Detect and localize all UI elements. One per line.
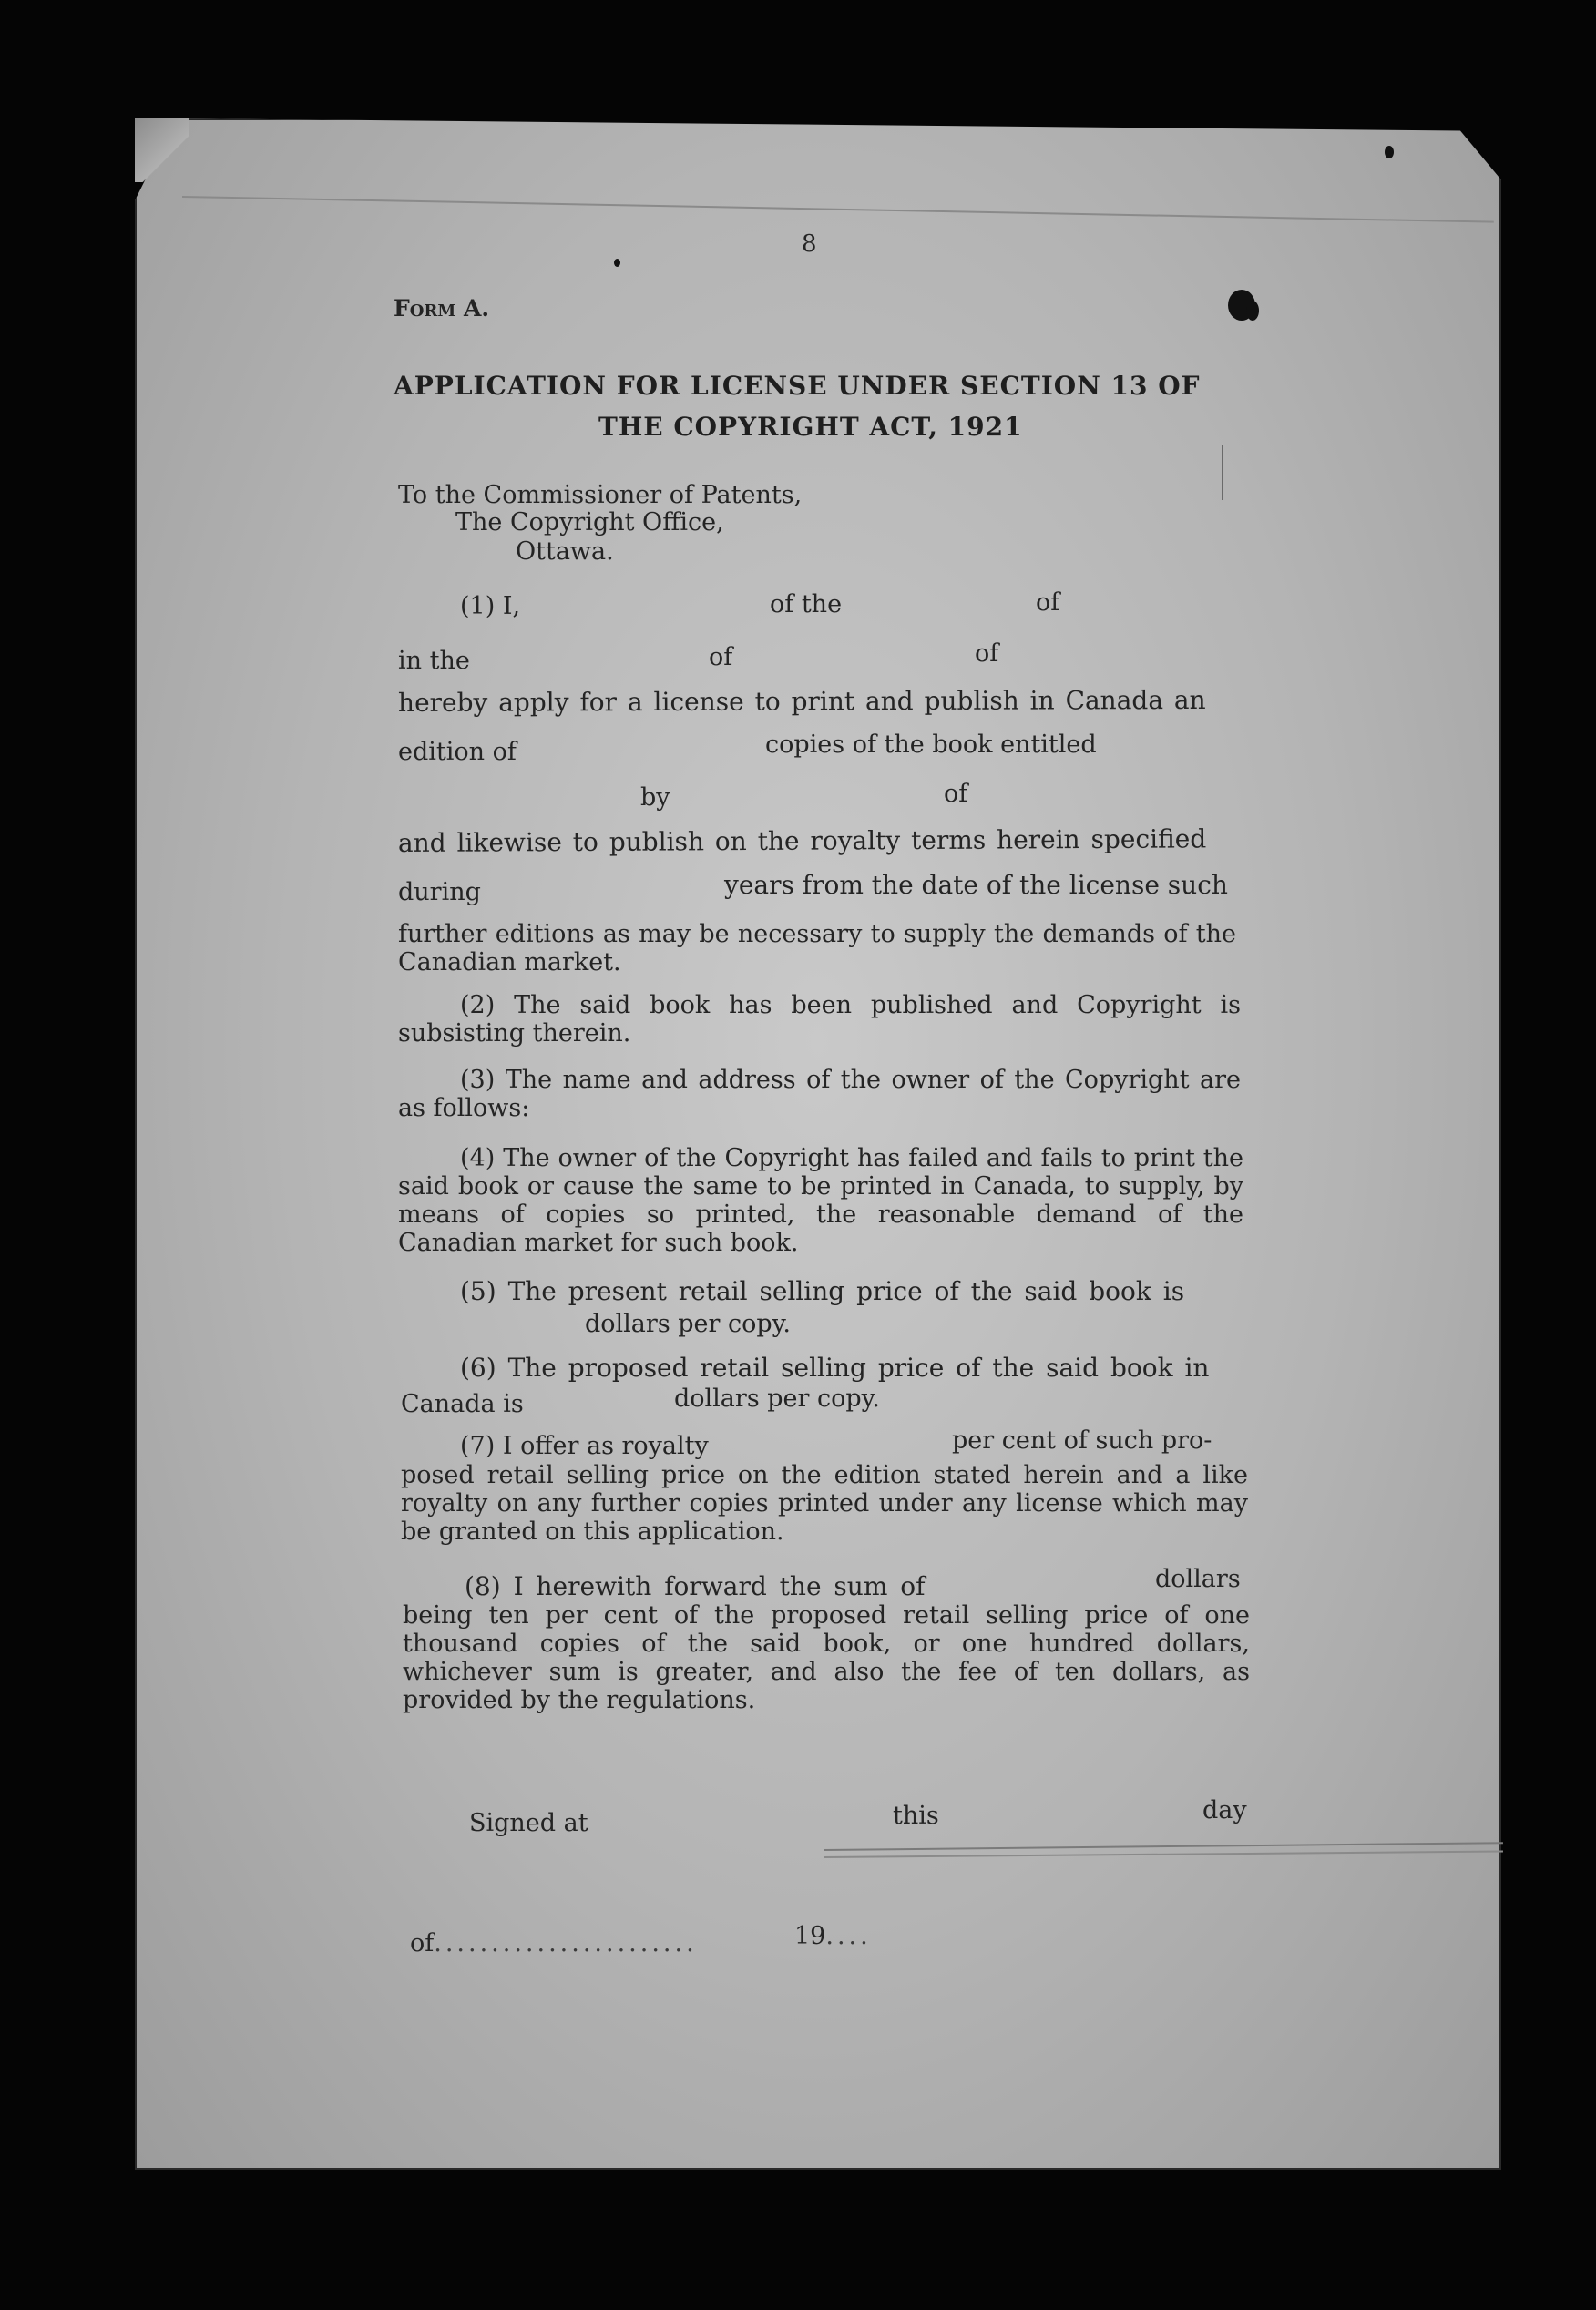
year-label xyxy=(794,1924,872,1948)
of-date-label xyxy=(410,1931,698,1956)
paragraph-7-rest: posed retail selling price on the edition stated herein and a like royalty on any further copies printed under any license which may be granted on this application. xyxy=(401,1461,1248,1546)
p6-canada-is: Canada is xyxy=(401,1390,524,1418)
signed-at-label: Signed at xyxy=(469,1809,588,1837)
address-line-2: The Copyright Office, xyxy=(455,508,724,537)
p7-offer: (7) I offer as royalty xyxy=(460,1432,709,1460)
paragraph-2: (2) The said book has been published and Copyright is subsisting therein. xyxy=(398,991,1241,1048)
years-from: years from the date of the license such xyxy=(724,870,1228,900)
paragraph-4: (4) The owner of the Copyright has failed and fails to print the said book or cause the same to be printed in Canada, to supply, by means of copies so printed, the reasonable demand of the Canadian market for such book. xyxy=(398,1144,1243,1257)
folded-corner xyxy=(135,118,189,182)
p6-line-1: (6) The proposed retail selling price of the said book in xyxy=(460,1353,1210,1383)
in-the-of-1: of xyxy=(709,643,733,671)
likewise-line: and likewise to publish on the royalty terms herein specified xyxy=(397,823,1207,858)
ink-blot xyxy=(1246,301,1259,321)
p1-start: (1) I, xyxy=(460,592,521,620)
p6-dollars: dollars per copy. xyxy=(674,1385,880,1413)
pencil-mark xyxy=(1222,445,1223,500)
further-editions: further editions as may be necessary to supply the demands of the Canadian market. xyxy=(398,920,1236,976)
of-label: of xyxy=(410,1929,435,1957)
edition-of-label: edition of xyxy=(398,738,517,766)
paragraph-8-rest: being ten per cent of the proposed retail selling price of one thousand copies of the said book, or one hundred dollars, whichever sum is greater, and also the fee of ten dollars, as provided by the regulations. xyxy=(403,1601,1250,1714)
by-label: by xyxy=(640,783,670,812)
p8-dollars: dollars xyxy=(1155,1565,1241,1593)
page-number: 8 xyxy=(802,230,817,258)
during-label: during xyxy=(398,878,481,906)
title-line-2: THE COPYRIGHT ACT, 1921 xyxy=(598,412,1023,442)
copies-of-book: copies of the book entitled xyxy=(765,731,1097,759)
by-of-label: of xyxy=(944,780,968,808)
ink-speck xyxy=(1385,146,1394,158)
paragraph-3: (3) The name and address of the owner of the Copyright are as follows: xyxy=(398,1066,1241,1122)
address-line-3: Ottawa. xyxy=(516,537,614,566)
hereby-line: hereby apply for a license to print and publish in Canada an xyxy=(397,684,1206,718)
p5-line-2: dollars per copy. xyxy=(585,1310,791,1338)
p8-forward: (8) I herewith forward the sum of xyxy=(465,1571,926,1601)
form-label: Form A. xyxy=(394,295,490,322)
p7-per-cent: per cent of such pro- xyxy=(952,1426,1212,1455)
date-dotted-line: ....................... xyxy=(434,1929,698,1957)
p1-of: of xyxy=(1036,588,1060,617)
p5-line-1: (5) The present retail selling price of the said book is xyxy=(460,1276,1185,1306)
ink-speck xyxy=(614,259,620,267)
in-the-label: in the xyxy=(398,647,470,675)
year-prefix: 19 xyxy=(794,1922,826,1950)
day-label: day xyxy=(1202,1796,1247,1824)
title-line-1: APPLICATION FOR LICENSE UNDER SECTION 13 OF xyxy=(394,371,1201,401)
p1-of-the: of the xyxy=(770,590,843,618)
in-the-of-2: of xyxy=(975,639,999,668)
year-dotted-line: .... xyxy=(825,1922,872,1950)
this-label: this xyxy=(893,1802,939,1830)
address-line-1: To the Commissioner of Patents, xyxy=(398,481,803,509)
